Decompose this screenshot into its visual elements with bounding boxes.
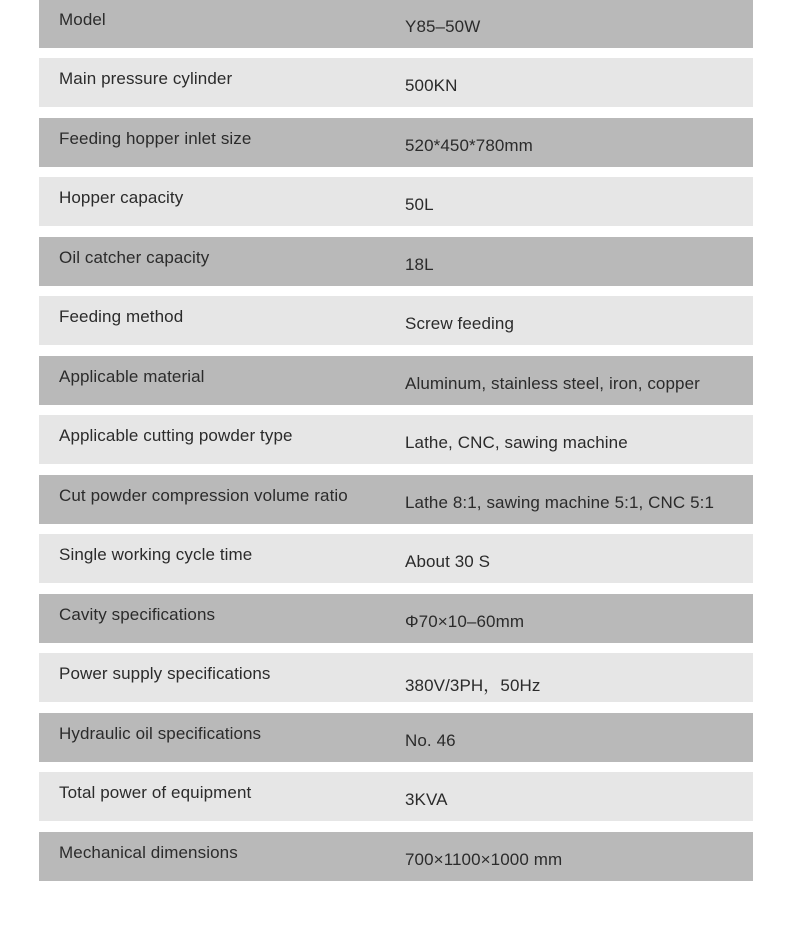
spec-row-hydraulic-oil-specifications <box>39 713 753 762</box>
spec-value: Screw feeding <box>405 314 515 333</box>
spec-row-compression-volume-ratio <box>39 475 753 524</box>
spec-value: Lathe 8:1, sawing machine 5:1, CNC 5:1 <box>405 493 715 512</box>
spec-value: Y85‒50W <box>405 17 481 36</box>
spec-row-mechanical-dimensions <box>39 832 753 881</box>
spec-label: Mechanical dimensions <box>59 843 238 862</box>
spec-row-applicable-material <box>39 356 753 405</box>
spec-row-feeding-method <box>39 296 753 345</box>
spec-label: Total power of equipment <box>59 783 252 802</box>
spec-label: Model <box>59 10 106 29</box>
spec-value: 18L <box>405 255 434 274</box>
spec-value: Φ70×10‒60mm <box>405 612 525 631</box>
spec-label: Single working cycle time <box>59 545 253 564</box>
spec-value: Aluminum, stainless steel, iron, copper <box>405 374 700 393</box>
spec-value: 500KN <box>405 76 458 95</box>
spec-value: 520*450*780mm <box>405 136 533 155</box>
spec-row-total-power-of-equipment <box>39 772 753 821</box>
spec-label: Main pressure cylinder <box>59 69 233 88</box>
spec-row-model <box>39 0 753 48</box>
spec-label: Hopper capacity <box>59 188 184 207</box>
spec-label: Cut powder compression volume ratio <box>59 486 348 505</box>
spec-row-oil-catcher-capacity <box>39 237 753 286</box>
spec-row-power-supply-specifications <box>39 653 753 702</box>
spec-label: Power supply specifications <box>59 664 271 683</box>
spec-row-feeding-hopper-inlet-size <box>39 118 753 167</box>
spec-value: No. 46 <box>405 731 456 750</box>
spec-row-hopper-capacity <box>39 177 753 226</box>
spec-value: 50L <box>405 195 434 214</box>
spec-row-applicable-cutting-powder-type <box>39 415 753 464</box>
spec-label: Feeding hopper inlet size <box>59 129 252 148</box>
spec-value: 380V/3PH，50Hz <box>405 676 541 695</box>
spec-row-cavity-specifications <box>39 594 753 643</box>
spec-value: 3KVA <box>405 790 448 809</box>
spec-row-single-working-cycle-time <box>39 534 753 583</box>
spec-value: 700×1100×1000 mm <box>405 850 563 869</box>
spec-label: Cavity specifications <box>59 605 216 624</box>
spec-value: About 30 S <box>405 552 491 571</box>
spec-label: Feeding method <box>59 307 184 326</box>
spec-label: Hydraulic oil specifications <box>59 724 262 743</box>
spec-value: Lathe, CNC, sawing machine <box>405 433 628 452</box>
spec-label: Applicable cutting powder type <box>59 426 293 445</box>
spec-row-main-pressure-cylinder <box>39 58 753 107</box>
spec-label: Applicable material <box>59 367 205 386</box>
spec-label: Oil catcher capacity <box>59 248 210 267</box>
